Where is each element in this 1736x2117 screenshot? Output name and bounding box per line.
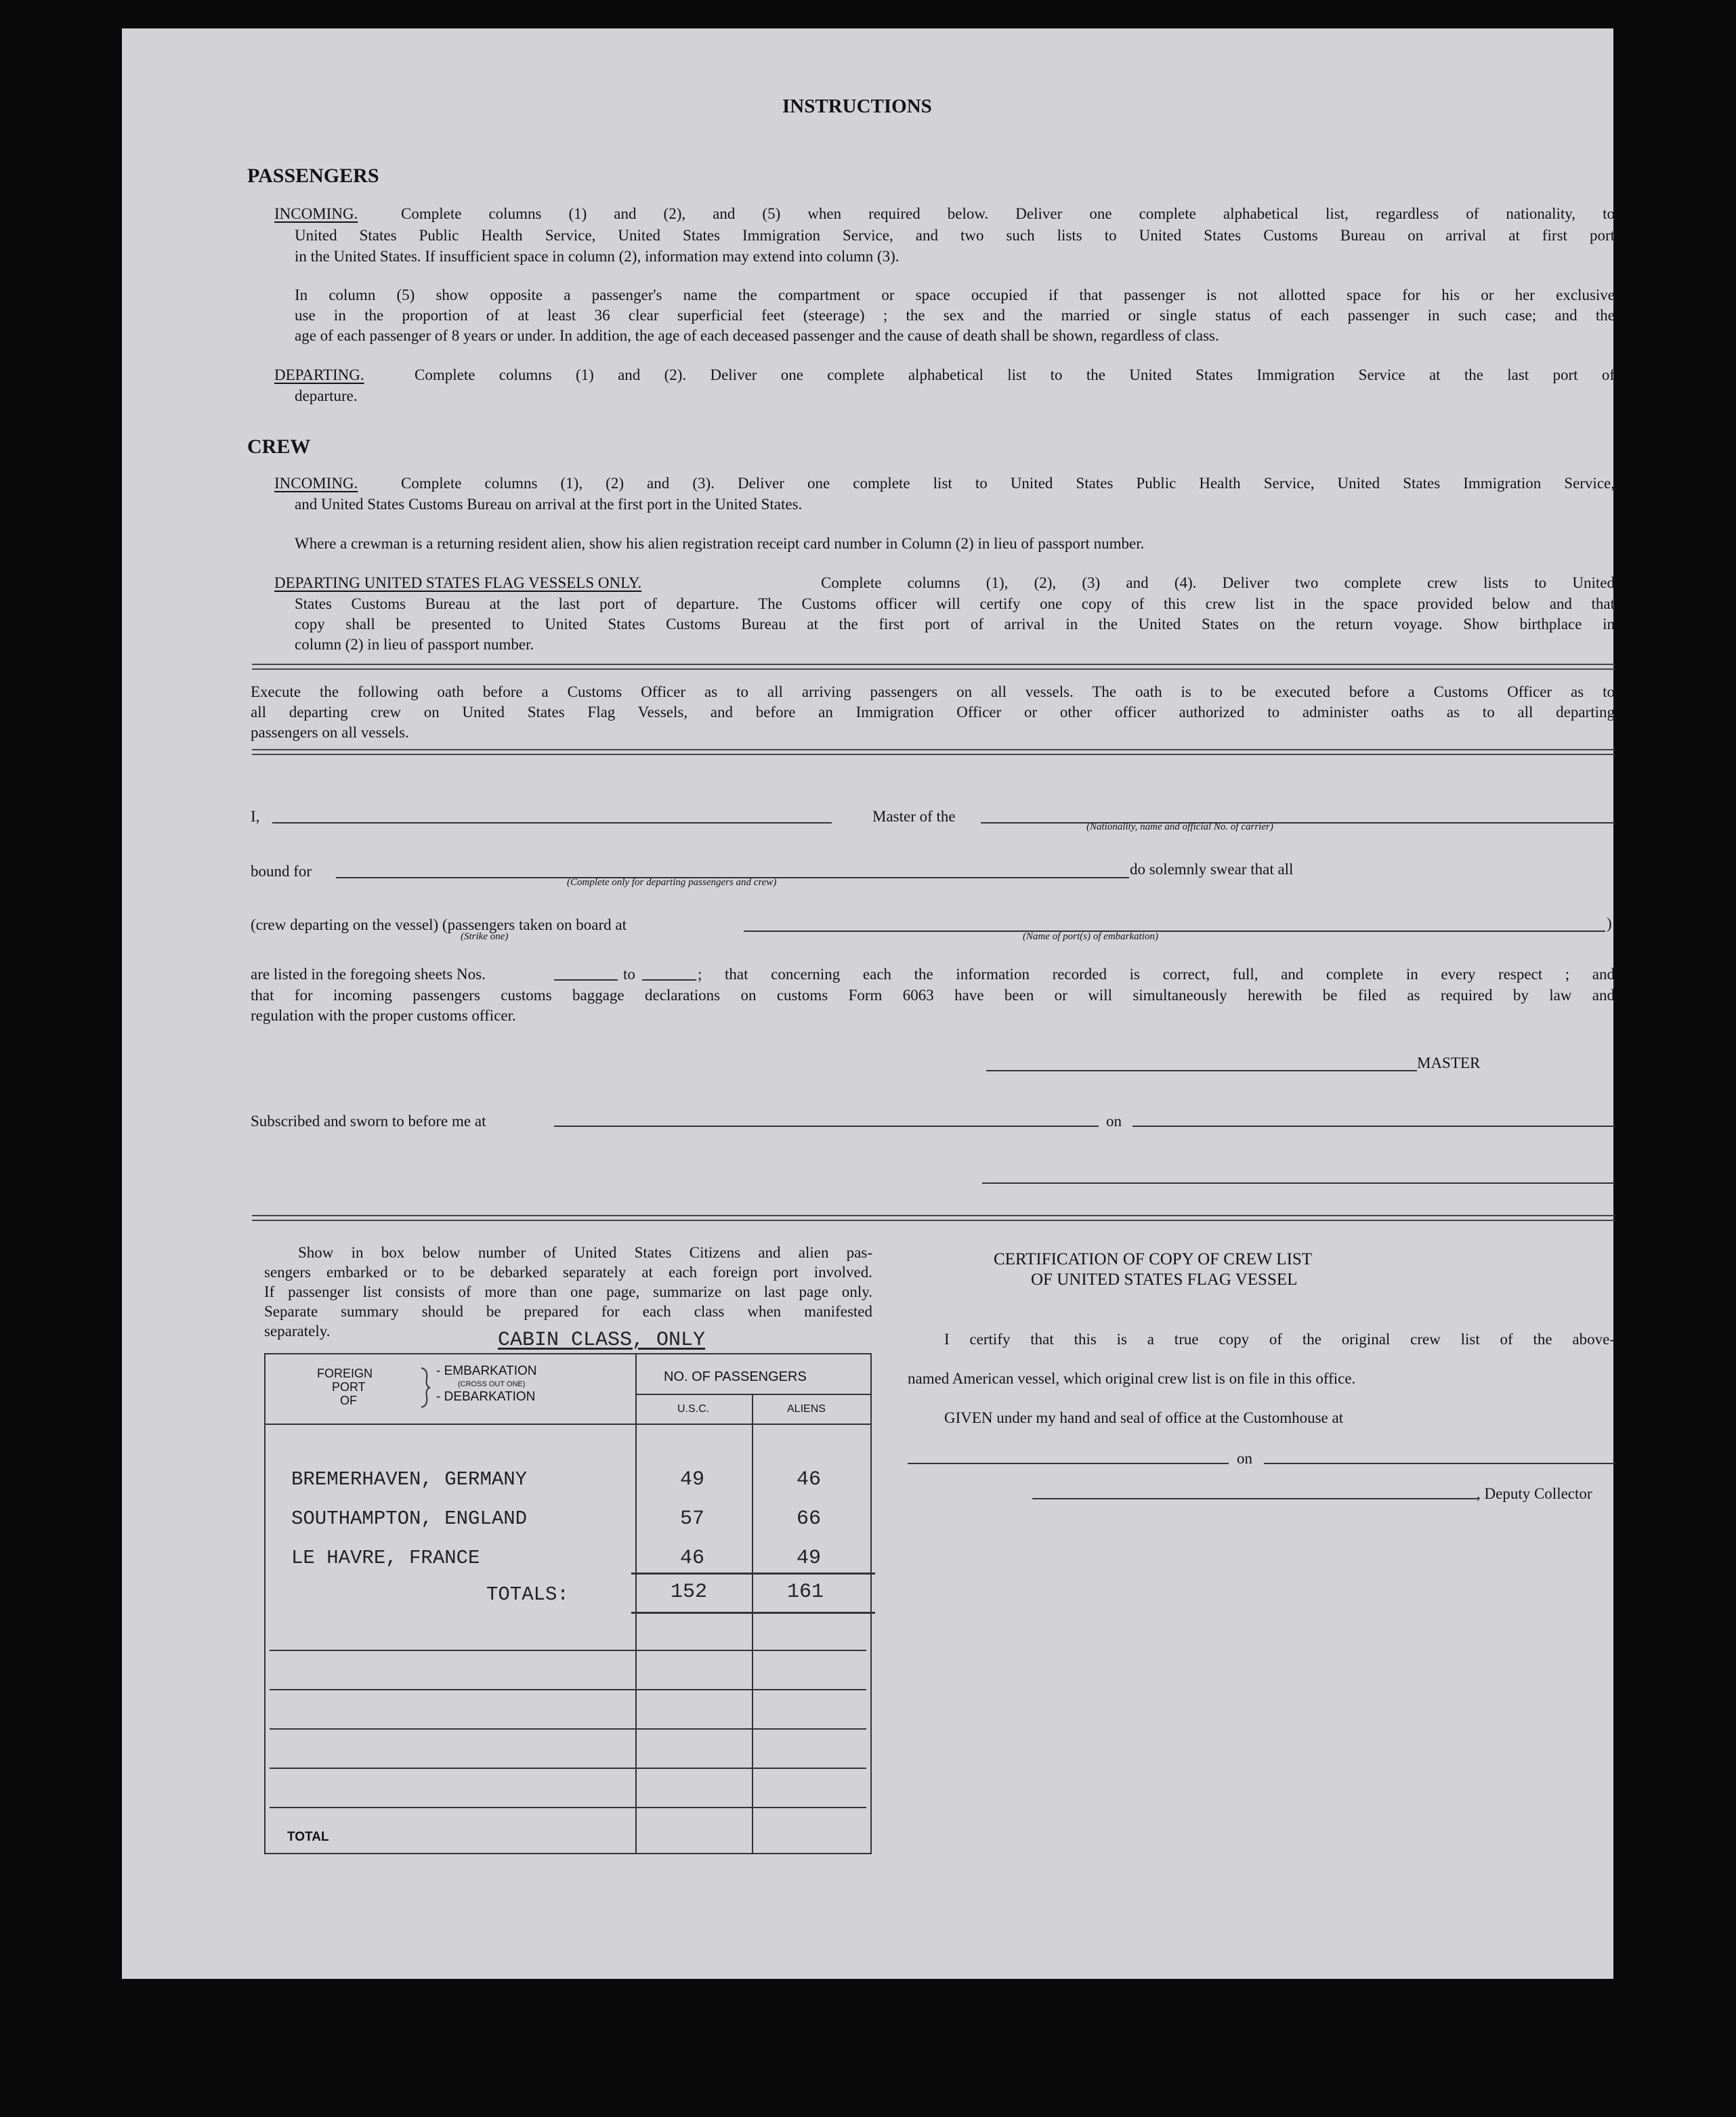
nationality-caption: (Nationality, name and official No. of carrier) [1086, 821, 1273, 832]
document-title: INSTRUCTIONS [782, 95, 932, 117]
summary-line-4: Separate summary should be prepared for each class when manifested [264, 1303, 872, 1320]
oath-on: on [1106, 1113, 1122, 1130]
certification-line-3: GIVEN under my hand and seal of office at the Customhouse at [944, 1409, 1344, 1426]
crew-heading: CREW [247, 435, 311, 458]
table-rule [631, 1612, 875, 1614]
table-row-aliens: 46 [797, 1468, 822, 1491]
oath-bound-for: bound for [251, 863, 312, 880]
totals-label: TOTALS: [486, 1583, 569, 1606]
passengers-heading: PASSENGERS [247, 165, 379, 187]
table-rule [635, 1394, 870, 1395]
deputy-signature-field[interactable] [1032, 1498, 1478, 1499]
certification-title-line-1: CERTIFICATION OF COPY OF CREW LIST [994, 1250, 1313, 1268]
column5-line-2: use in the proportion of at least 36 clear superficial feet (steerage) ; the sex and the married or single status of each passenger in such case; and the [295, 307, 1615, 324]
oath-intro-line-1: Execute the following oath before a Customs Officer as to all arriving passengers on all vessels. The oath is to be executed before a Customs Officer as to [251, 683, 1615, 700]
table-column-divider [752, 1394, 753, 1853]
oath-i: I, [251, 808, 260, 825]
passengers-incoming-line-2: United States Public Health Service, United States Immigration Service, and two such lists to United States Customs Bureau on arrival at first port [295, 227, 1615, 244]
passengers-incoming-line-3: in the United States. If insufficient space in column (2), information may extend into column (3). [295, 248, 899, 265]
header-port: PORT [332, 1380, 366, 1394]
summary-line-5: separately. [264, 1323, 331, 1340]
header-of: OF [340, 1394, 357, 1407]
class-note: CABIN CLASS, ONLY [498, 1329, 706, 1352]
listed-line-1a: are listed in the foregoing sheets Nos. [251, 966, 486, 983]
crew-flag-line-2: States Customs Bureau at the last port of departure. The Customs officer will certify one copy of this crew list in the space provided below and that [295, 595, 1615, 612]
table-total-label: TOTAL [287, 1830, 329, 1844]
header-embarkation: - EMBARKATION [436, 1364, 537, 1378]
passengers-departing-line-2: departure. [295, 387, 358, 404]
table-row-aliens: 49 [797, 1547, 822, 1570]
header-usc: U.S.C. [677, 1403, 710, 1415]
header-cross-out: (CROSS OUT ONE) [458, 1380, 526, 1388]
certification-deputy: , Deputy Collector [1477, 1485, 1592, 1502]
table-rule [631, 1573, 875, 1575]
divider [252, 664, 1615, 670]
table-row-port: BREMERHAVEN, GERMANY [291, 1468, 528, 1491]
certification-line-2: named American vessel, which original crew list is on file in this office. [908, 1370, 1356, 1387]
oath-intro-line-3: passengers on all vessels. [251, 724, 409, 741]
crew-flag-line-3: copy shall be presented to United States Customs Bureau at the first port of arrival in the United States on the return voyage. Show birthplace in [295, 616, 1615, 633]
oath-solemnly: do solemnly swear that all [1130, 861, 1294, 878]
header-debarkation: - DEBARKATION [436, 1390, 536, 1404]
oath-intro-line-2: all departing crew on United States Flag Vessels, and before an Immigration Officer or other officer authorized to administer oaths as to all departing [251, 704, 1615, 721]
table-rule [270, 1689, 866, 1690]
divider [252, 1215, 1615, 1221]
summary-line-1: Show in box below number of United States Citizens and alien pas- [298, 1244, 872, 1261]
summary-line-2: sengers embarked or to be debarked separately at each foreign port involved. [264, 1264, 872, 1281]
listed-line-2: that for incoming passengers customs baggage declarations on customs Form 6063 have been or will simultaneously herewith be filed as required by law and [251, 987, 1615, 1004]
table-column-divider [635, 1354, 637, 1853]
crew-flag-label: DEPARTING UNITED STATES FLAG VESSELS ONLY. [274, 574, 642, 591]
subscribed-place-field[interactable] [554, 1126, 1099, 1127]
oath-subscribed: Subscribed and sworn to before me at [251, 1113, 486, 1130]
certification-on: on [1237, 1450, 1252, 1467]
table-rule [270, 1807, 866, 1808]
summary-table [264, 1353, 872, 1854]
summary-line-3: If passenger list consists of more than one page, summarize on last page only. [264, 1283, 872, 1300]
crew-flag-line-4: column (2) in lieu of passport number. [295, 636, 534, 653]
certification-title-line-2: OF UNITED STATES FLAG VESSEL [1031, 1270, 1298, 1289]
carrier-field[interactable] [981, 822, 1615, 824]
crew-alien-note: Where a crewman is a returning resident alien, show his alien registration receipt card number in Column (2) in lieu of passport number. [295, 535, 1145, 552]
listed-line-1b: to [623, 966, 635, 983]
table-row-aliens: 66 [797, 1507, 822, 1531]
table-rule [270, 1728, 866, 1730]
table-row-usc: 49 [680, 1468, 705, 1491]
passengers-departing-line-1: Complete columns (1) and (2). Deliver one complete alphabetical list to the United States Immigration Service at the last port of [415, 366, 1615, 383]
column5-line-1: In column (5) show opposite a passenger's name the compartment or space occupied if that passenger is not allotted space for his or her exclusive [295, 286, 1615, 303]
master-name-field[interactable] [272, 822, 832, 824]
oath-master: MASTER [1417, 1054, 1481, 1071]
divider [252, 749, 1615, 755]
sheet-from-field[interactable] [554, 979, 618, 981]
crew-flag-line-1: Complete columns (1), (2), (3) and (4). Deliver two complete crew lists to United [821, 574, 1615, 591]
crew-incoming-line-2: and United States Customs Bureau on arrival at the first port in the United States. [295, 496, 803, 513]
ports-field[interactable] [744, 931, 1605, 932]
crew-incoming-line-1: Complete columns (1), (2) and (3). Deliver one complete list to United States Public Health Service, United States Immigration Service, [401, 475, 1615, 492]
table-row-port: SOUTHAMPTON, ENGLAND [291, 1507, 528, 1530]
sheet-to-field[interactable] [642, 979, 696, 981]
complete-only-caption: (Complete only for departing passengers and crew) [567, 877, 777, 888]
table-rule [270, 1650, 866, 1651]
passengers-departing-label: DEPARTING. [274, 366, 364, 383]
passengers-incoming-label: INCOMING. [274, 205, 358, 222]
crew-incoming-label: INCOMING. [274, 475, 358, 492]
brace-icon [420, 1367, 431, 1409]
ports-caption: (Name of port(s) of embarkation) [1023, 931, 1158, 942]
header-aliens: ALIENS [787, 1403, 826, 1415]
strike-caption: (Strike one) [461, 931, 509, 942]
officer-signature-field[interactable] [982, 1182, 1615, 1184]
header-foreign: FOREIGN [317, 1367, 373, 1380]
master-signature-field[interactable] [986, 1070, 1417, 1071]
table-row-port: LE HAVRE, FRANCE [291, 1547, 480, 1569]
table-row-usc: 46 [680, 1547, 705, 1570]
certification-line-1: I certify that this is a true copy of the original crew list of the above- [944, 1331, 1615, 1348]
totals-aliens: 161 [787, 1581, 824, 1604]
customhouse-field[interactable] [908, 1463, 1229, 1464]
certification-date-field[interactable] [1264, 1463, 1615, 1464]
column5-line-3: age of each passenger of 8 years or under. In addition, the age of each deceased passenger and the cause of death shall be shown, regardless of class. [295, 327, 1219, 344]
oath-master-of-the: Master of the [872, 808, 956, 825]
listed-line-1c: ; that concerning each the information recorded is correct, full, and complete in every respect ; and [698, 966, 1615, 983]
subscribed-date-field[interactable] [1132, 1126, 1615, 1127]
table-rule [266, 1424, 870, 1425]
passengers-incoming-line-1: Complete columns (1) and (2), and (5) when required below. Deliver one complete alphabetical list, regardless of nationality, to [401, 205, 1615, 222]
table-row-usc: 57 [680, 1507, 705, 1531]
table-rule [270, 1768, 866, 1769]
listed-line-3: regulation with the proper customs officer. [251, 1007, 516, 1024]
form-sheet [122, 28, 1613, 1979]
header-no-of-passengers: NO. OF PASSENGERS [664, 1369, 807, 1384]
oath-crew-departing: (crew departing on the vessel) (passengers taken on board at [251, 916, 627, 933]
oath-close-paren: ) [1607, 915, 1612, 932]
totals-usc: 152 [671, 1581, 708, 1604]
